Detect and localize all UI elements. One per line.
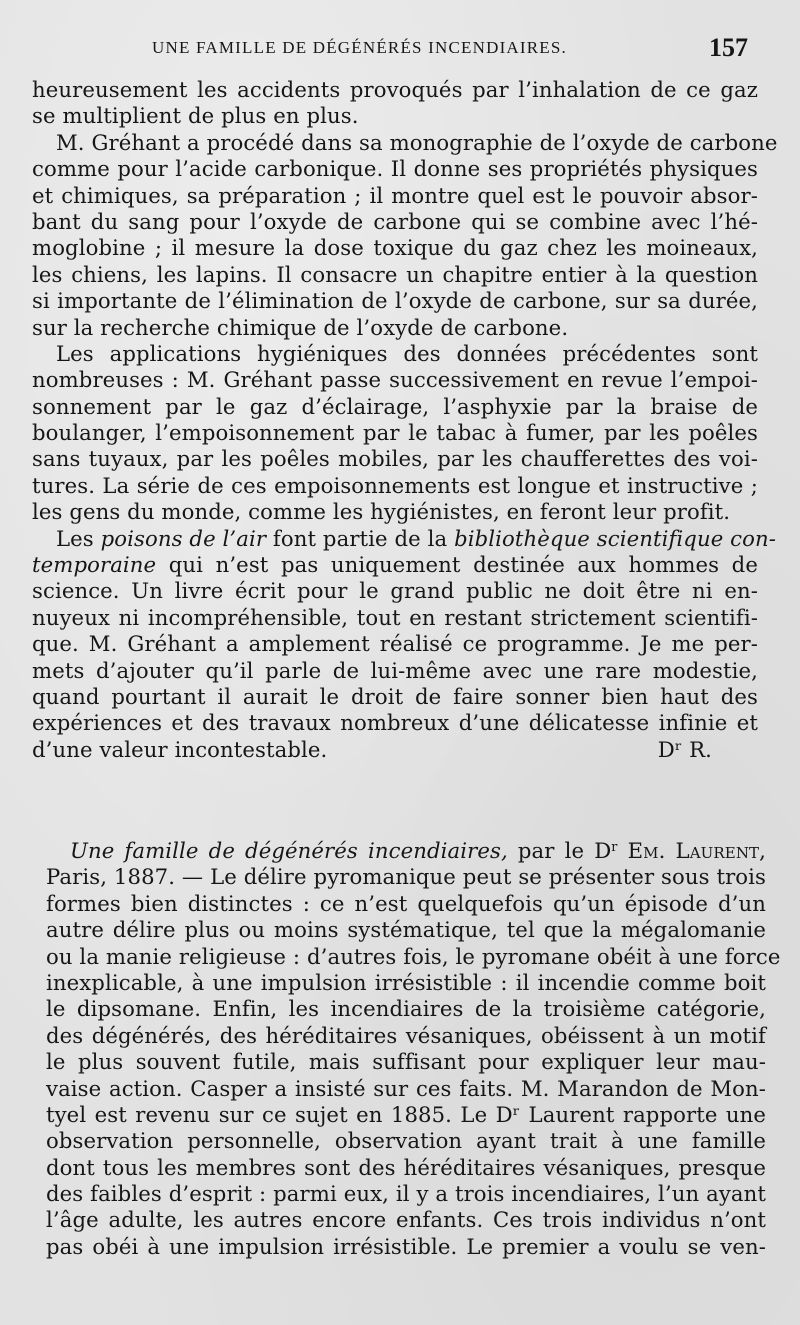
text-run: Les bbox=[56, 525, 101, 551]
text-line: Les applications hygiéniques des données précédentes sont bbox=[56, 340, 758, 366]
text-line: sans tuyaux, par les poêles mobiles, par les chaufferettes des voi- bbox=[32, 446, 758, 472]
text-line: heureusement les accidents provoqués par l’inhalation de ce gaz bbox=[32, 77, 758, 102]
book-title-italic: poisons de l’air bbox=[100, 525, 267, 551]
review-grehant-body bbox=[32, 77, 778, 763]
text-line: des faibles d’esprit : parmi eux, il y a trois incendiaires, l’un ayant bbox=[46, 1181, 766, 1207]
text-line: M. Gréhant a procédé dans sa monographie de l’oxyde de carbone bbox=[56, 129, 778, 155]
text-run: par le D bbox=[507, 838, 612, 863]
text-line: des dégénérés, des héréditaires vésaniques, obéissent à un motif bbox=[46, 1022, 766, 1048]
text-line: que. M. Gréhant a amplement réalisé ce programme. Je me per- bbox=[32, 631, 758, 657]
series-title-italic: bibliothèque scientifique con- bbox=[454, 525, 777, 551]
text-line: si importante de l’élimination de l’oxyde de carbone, sur sa durée, bbox=[32, 288, 758, 314]
text-line: dont tous les membres sont des héréditaires vésaniques, presque bbox=[46, 1154, 766, 1180]
text-line: et chimiques, sa préparation ; il montre quel est le pouvoir absor- bbox=[32, 182, 758, 208]
text-line: tyel est revenu sur ce sujet en 1885. Le Dʳ Laurent rapporte une bbox=[46, 1101, 766, 1127]
text-line: nuyeux ni incompréhensible, tout en restant strictement scientifi- bbox=[32, 604, 758, 630]
text-line bbox=[32, 525, 777, 552]
text-line: expériences et des travaux nombreux d’une délicatesse infinie et bbox=[32, 710, 758, 736]
text-line: inexplicable, à une impulsion irrésistible : il incendie comme boit bbox=[46, 969, 766, 995]
page-number: 157 bbox=[709, 33, 748, 62]
text-run: d’une valeur incontestable. bbox=[32, 736, 328, 762]
text-line: comme pour l’acide carbonique. Il donne ses propriétés physiques bbox=[32, 156, 758, 182]
author-name: Em. Laurent, bbox=[617, 838, 766, 863]
text-line bbox=[32, 737, 758, 763]
text-line: ou la manie religieuse : d’autres fois, le pyromane obéit à une force bbox=[46, 943, 781, 969]
text-line: mets d’ajouter qu’il parle de lui-même avec une rare modestie, bbox=[32, 657, 758, 683]
text-line: Paris, 1887. — Le délire pyromanique peut se présenter sous trois bbox=[46, 864, 766, 890]
text-line: tures. La série de ces empoisonnements est longue et instructive ; bbox=[32, 472, 758, 498]
running-title: UNE FAMILLE DE DÉGÉNÉRÉS INCENDIAIRES. bbox=[152, 38, 568, 57]
text-run: qui n’est pas uniquement destinée aux hommes de bbox=[156, 552, 758, 578]
page-header bbox=[0, 33, 800, 63]
text-line: moglobine ; il mesure la dose toxique du gaz chez les moineaux, bbox=[32, 235, 758, 261]
text-line: boulanger, l’empoisonnement par le tabac à fumer, par les poêles bbox=[32, 420, 758, 446]
text-line: les chiens, les lapins. Il consacre un chapitre entier à la question bbox=[32, 261, 758, 287]
text-line: nombreuses : M. Gréhant passe successivement en revue l’empoi- bbox=[32, 367, 758, 393]
text-run: r bbox=[611, 839, 618, 855]
text-line: observation personnelle, observation ayant trait à une famille bbox=[46, 1128, 766, 1154]
reviewer-signature: Dʳ R. bbox=[657, 736, 712, 762]
text-line: bant du sang pour l’oxyde de carbone qui se combine avec l’hé- bbox=[32, 208, 758, 234]
reviewed-book-title: Une famille de dégénérés incendiaires, bbox=[70, 838, 508, 863]
text-line: l’âge adulte, les autres encore enfants. Ces trois individus n’ont bbox=[46, 1207, 766, 1233]
text-line: pas obéi à une impulsion irrésistible. Le premier a voulu se ven- bbox=[46, 1233, 766, 1259]
series-title-italic: temporaine bbox=[32, 552, 157, 578]
text-line: le dipsomane. Enfin, les incendiaires de la troisième catégorie, bbox=[46, 996, 766, 1022]
review-heading-line bbox=[46, 838, 766, 864]
text-line: le plus souvent futile, mais suffisant pour expliquer leur mau- bbox=[46, 1049, 766, 1075]
text-run: font partie de la bbox=[266, 525, 455, 551]
text-line: formes bien distinctes : ce n’est quelquefois qu’un épisode d’un bbox=[46, 890, 766, 916]
text-line: les gens du monde, comme les hygiénistes, en feront leur profit. bbox=[32, 499, 731, 525]
text-line: autre délire plus ou moins systématique, tel que la mégalomanie bbox=[46, 917, 766, 943]
text-line: se multiplient de plus en plus. bbox=[32, 103, 359, 129]
text-line: vaise action. Casper a insisté sur ces faits. M. Marandon de Mon- bbox=[46, 1075, 766, 1101]
review-laurent-body bbox=[46, 838, 781, 1260]
text-line: quand pourtant il aurait le droit de faire sonner bien haut des bbox=[32, 683, 758, 709]
text-line: science. Un livre écrit pour le grand public ne doit être ni en- bbox=[32, 578, 758, 604]
text-line: sur la recherche chimique de l’oxyde de carbone. bbox=[32, 314, 569, 340]
text-line: sonnement par le gaz d’éclairage, l’asphyxie par la braise de bbox=[32, 393, 758, 419]
text-line bbox=[32, 552, 758, 578]
